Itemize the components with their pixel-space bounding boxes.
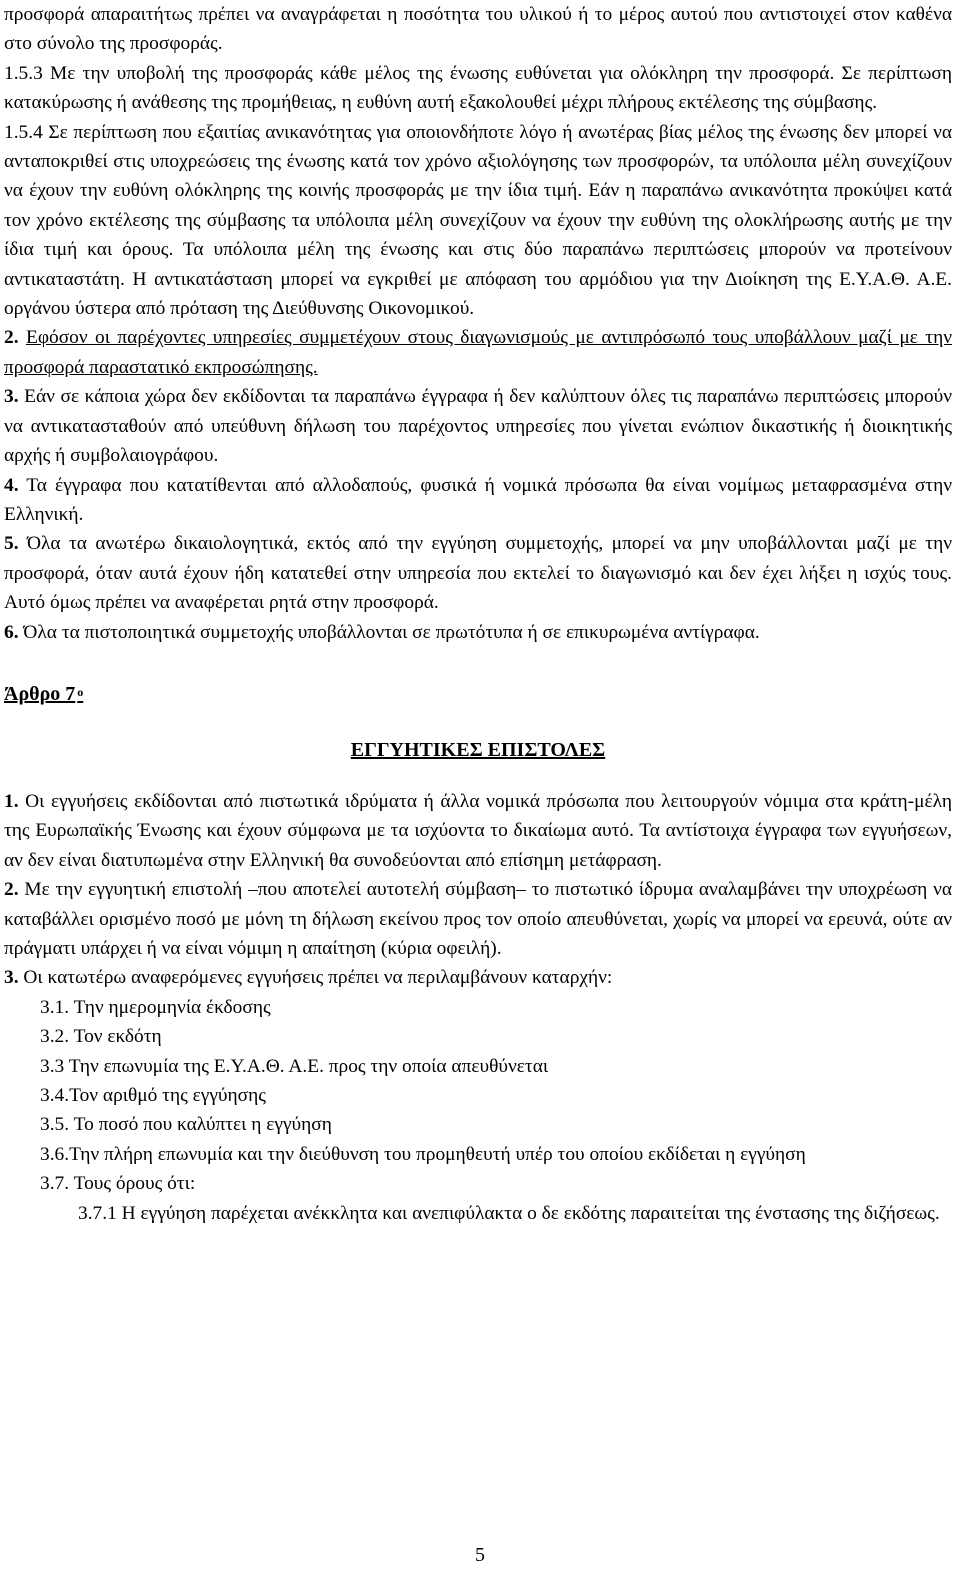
item-text: Όλα τα πιστοποιητικά συμμετοχής υποβάλλονται σε πρωτότυπα ή σε επικυρωμένα αντίγραφα. [23,621,760,643]
paragraph-1-5-3: 1.5.3 Με την υποβολή της προσφοράς κάθε μέλος της ένωσης ευθύνεται για ολόκληρη την προσφορά. Σε περίπτωση κατακύρωσης ή ανάθεσης της προμήθειας, η ευθύνη αυτή εξακολουθεί μέχρι πλήρους εκτέλεσης της σύμβασης. [4,62,952,114]
item-3 [4,382,952,470]
sub-item-3-7-1: 3.7.1 Η εγγύηση παρέχεται ανέκκλητα και ανεπιφύλακτα ο δε εκδότης παραιτείται της ένστασης της διζήσεως. [78,1202,940,1224]
item-4 [4,471,952,530]
item-5 [4,529,952,617]
document-page [4,0,952,1228]
section-heading: ΕΓΓΥΗΤΙΚΕΣ ΕΠΙΣΤΟΛΕΣ [350,738,606,761]
article-item-2 [4,875,952,963]
article-title [4,679,952,709]
paragraph: προσφορά απαραιτήτως πρέπει να αναγράφεται η ποσότητα του υλικού ή το μέρος αυτού που αντιστοιχεί στον καθένα στο σύνολο της προσφοράς. [4,4,952,55]
item-text: Τα έγγραφα που κατατίθενται από αλλοδαπούς, φυσικά ή νομικά πρόσωπα θα είναι νομίμως μεταφρασμένα στην Ελληνική. [4,474,952,525]
item-2 [4,323,952,382]
article-item-1 [4,787,952,875]
sub-item: 3.1. Την ημερομηνία έκδοσης [40,996,271,1018]
item-number: 1. [4,790,19,812]
item-number: 4. [4,474,19,496]
sub-item-3-7: 3.7. Τους όρους ότι: [40,1173,196,1195]
sub-item-3-6: 3.6.Την πλήρη επωνυμία και την διεύθυνση του προμηθευτή υπέρ του οποίου εκδίδεται η εγγύηση [40,1143,806,1165]
item-text: Όλα τα ανωτέρω δικαιολογητικά, εκτός από την εγγύηση συμμετοχής, μπορεί να μην υποβάλλονται μαζί με την προσφορά, όταν αυτά έχουν ήδη κατατεθεί στην υπηρεσία που εκτελεί το διαγωνισμό και δεν έχει λήξει η ισχύς τους. Αυτό όμως πρέπει να αναφέρεται ρητά στην προσφορά. [4,533,952,614]
item-text: Οι κατωτέρω αναφερόμενες εγγυήσεις πρέπει να περιλαμβάνουν καταρχήν: [23,967,613,989]
item-text: Εφόσον οι παρέχοντες υπηρεσίες συμμετέχουν στους διαγωνισμούς με αντιπρόσωπό τους υποβάλλουν μαζί με την προσφορά παραστατικό εκπροσώπησης. [4,327,952,378]
sub-item: 3.4.Τον αριθμό της εγγύησης [40,1085,266,1106]
item-number: 2. [4,879,19,901]
item-number: 6. [4,621,19,643]
item-number: 5. [4,533,19,555]
article-title-sup: ο [77,684,84,699]
item-6 [4,618,952,647]
page-number: 5 [475,1544,485,1566]
item-number: 3. [4,386,19,408]
item-text: Εάν σε κάποια χώρα δεν εκδίδονται τα παραπάνω έγγραφα ή δεν καλύπτουν όλες τις παραπάνω περιπτώσεις μπορούν να αντικατασταθούν από υπεύθυνη δήλωση του παρέχοντος υπηρεσίες που γίνεται ενώπιον δικαστικής ή διοικητικής αρχής ή συμβολαιογράφου. [4,386,952,467]
sub-item: 3.3 Την επωνυμία της Ε.Υ.Α.Θ. Α.Ε. προς την οποία απευθύνεται [40,1055,549,1077]
item-text: Οι εγγυήσεις εκδίδονται από πιστωτικά ιδρύματα ή άλλα νομικά πρόσωπα που λειτουργούν νόμιμα στα κράτη-μέλη της Ευρωπαϊκής Ένωσης και έχουν σύμφωνα με τα ισχύοντα το δικαίωμα αυτό. Τα αντίστοιχα έγγραφα των εγγυήσεων, αν δεν είναι διατυπωμένα στην Ελληνική θα συνοδεύονται από επίσημη μετάφραση. [4,790,952,871]
sub-item: 3.5. Το ποσό που καλύπτει η εγγύηση [40,1114,332,1136]
item-text: Με την εγγυητική επιστολή –που αποτελεί αυτοτελή σύμβαση– το πιστωτικό ίδρυμα αναλαμβάνει την υποχρέωση να καταβάλλει ορισμένο ποσό με μόνη τη δήλωση εκείνου προς τον οποίο απευθύνεται, χωρίς να μπορεί να ερευνά, ούτε αν πράγματι υπάρχει ή να είναι νόμιμη η απαίτηση (κύρια οφειλή). [4,879,952,959]
item-number: 3. [4,967,19,989]
article-item-3 [4,963,952,992]
item-number: 2. [4,327,19,349]
article-title-text: Άρθρο 7 [4,682,76,705]
paragraph-1-5-4: 1.5.4 Σε περίπτωση που εξαιτίας ανικανότητας για οποιονδήποτε λόγο ή ανωτέρας βίας μέλος της ένωσης δεν μπορεί να ανταποκριθεί στις υποχρεώσεις της ένωσης κατά τον χρόνο αξιολόγησης των προσφορών, τα υπόλοιπα μέλη συνεχίζουν να έχουν την ευθύνη ολόκληρης της κοινής προσφοράς με την ίδια τιμή. Εάν η παραπάνω ανικανότητα προκύψει κατά τον χρόνο εκτέλεσης της σύμβασης τα υπόλοιπα μέλη συνεχίζουν να έχουν την ευθύνη της ολοκλήρωσης αυτής με την ίδια τιμή και όρους. Τα υπόλοιπα μέλη της ένωσης και στις δύο παραπάνω περιπτώσεις μπορούν να προτείνουν αντικαταστάτη. Η αντικατάσταση μπορεί να εγκριθεί με απόφαση του αρμόδιου για την Διοίκηση της Ε.Υ.Α.Θ. Α.Ε. οργάνου ύστερα από πρόταση της Διεύθυνσης Οικονομικού. [4,121,952,320]
sub-item: 3.2. Τον εκδότη [40,1026,162,1048]
